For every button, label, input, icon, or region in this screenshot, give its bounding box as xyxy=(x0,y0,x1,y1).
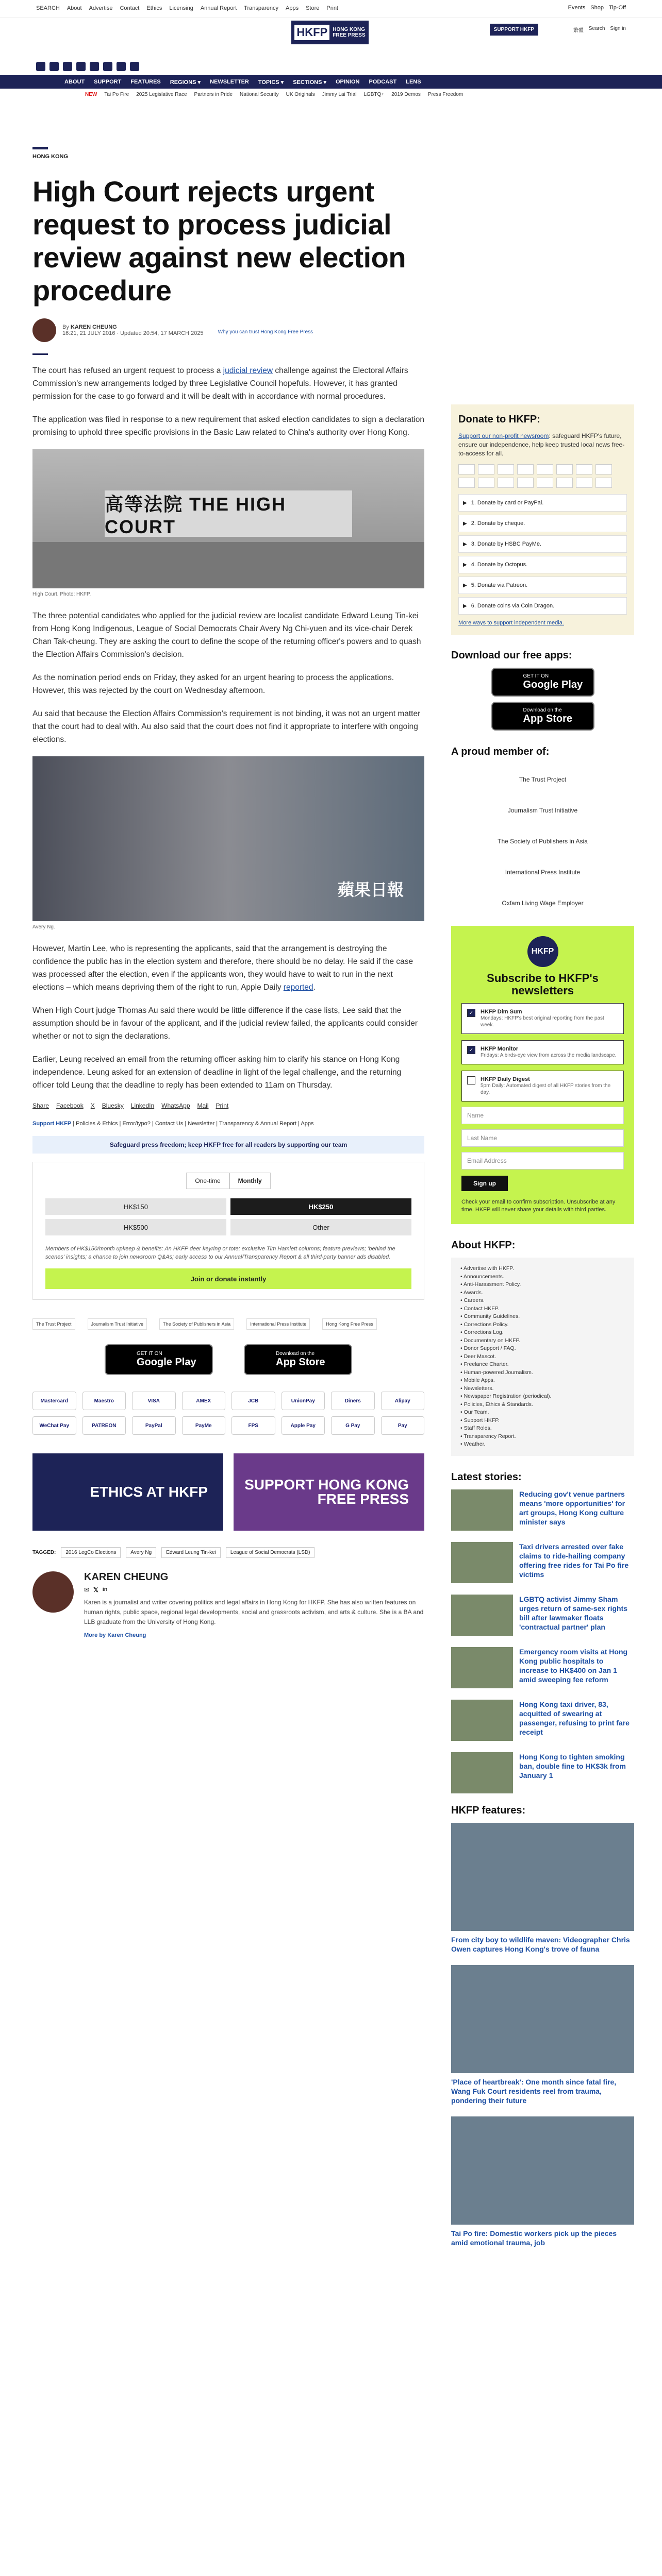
payment-logo: PayMe xyxy=(182,1416,226,1435)
story-title[interactable]: Reducing gov't venue partners means 'more opportunities' for art groups, Hong Kong culture minister says xyxy=(519,1489,625,1526)
support-newsroom-link[interactable]: Support our non-profit newsroom xyxy=(458,432,549,439)
paragraph: The court has refused an urgent request to process a judicial review challenge against the Electoral Affairs Commission's new arrangements lodged by three Legislative Council hopefuls. However, it has granted permission for the case to go forward and it will be dealt with in accordance with normal procedures. xyxy=(32,366,408,401)
share-label: Share xyxy=(32,1102,49,1109)
about-link-text: Anti-Harassment Policy. xyxy=(464,1281,521,1287)
x-icon[interactable]: 𝕏 xyxy=(93,1586,98,1594)
ticker-link[interactable]: Press Freedom xyxy=(427,92,464,97)
author-box xyxy=(32,1571,424,1638)
join-button[interactable]: Join or donate instantly xyxy=(45,1268,411,1289)
payment-logo: WeChat Pay xyxy=(32,1416,76,1435)
ticker-link[interactable]: Tai Po Fire xyxy=(104,92,129,97)
member-logo[interactable]: The Trust Project xyxy=(519,776,567,783)
ticker-link[interactable]: 2025 Legislative Race xyxy=(136,92,187,97)
latest-story[interactable] xyxy=(451,1489,634,1531)
trust-link[interactable]: Why you can trust Hong Kong Free Press xyxy=(218,329,313,335)
top-link[interactable]: Apps xyxy=(286,5,299,11)
newsletter-name: HKFP Daily Digest xyxy=(481,1076,530,1082)
arrow-icon: ▶ xyxy=(463,582,467,588)
latest-story[interactable] xyxy=(451,1700,634,1741)
newsletter-field[interactable]: Email Address xyxy=(461,1152,624,1170)
nav-item[interactable]: FEATURES xyxy=(130,79,161,85)
top-link[interactable]: Annual Report xyxy=(200,5,237,11)
story-title[interactable]: LGBTQ activist Jimmy Sham urges return of same-sex rights bill after lawmaker floats 'contractual partner' plan xyxy=(519,1595,628,1631)
arrow-icon: ▶ xyxy=(463,520,467,527)
paragraph: As the nomination period ends on Friday, they asked for an urgent hearing to process the applications. However, this was rejected by the court on Wednesday afternoon. xyxy=(32,673,394,695)
payment-logo: Mastercard xyxy=(32,1392,76,1410)
feature-story[interactable] xyxy=(451,2116,634,2247)
paragraph: Au said that because the Election Affairs Commission's requirement is not binding, it was not an urgent matter that the court had to deal with. Au also said that the court does not find it appropriate to interfere with ongoing elections. xyxy=(32,709,421,744)
partner-logo[interactable]: International Press Institute xyxy=(246,1318,310,1330)
newsletter-option[interactable] xyxy=(461,1003,624,1034)
share-bar xyxy=(32,1102,424,1109)
newsletter-name: HKFP Dim Sum xyxy=(481,1009,522,1015)
mail-icon[interactable]: ✉ xyxy=(84,1586,90,1594)
donate-option-label: 4. Donate by Octopus. xyxy=(471,562,528,568)
about-link-text: Awards. xyxy=(464,1289,483,1296)
newsletter-title: Subscribe to HKFP's newsletters xyxy=(487,972,599,997)
tag-link[interactable]: 2016 LegCo Elections xyxy=(61,1547,121,1558)
top-bar-links xyxy=(36,5,338,11)
about-link-text: Support HKFP. xyxy=(464,1417,500,1423)
donate-option-label: 2. Donate by cheque. xyxy=(471,520,525,527)
about-link[interactable]: • Corrections Log. xyxy=(460,1329,504,1335)
latest-title: Latest stories: xyxy=(451,1471,522,1483)
partner-logo[interactable]: Hong Kong Free Press xyxy=(322,1318,377,1330)
article xyxy=(32,147,424,1638)
story-thumbnail[interactable] xyxy=(451,1700,513,1741)
donate-option[interactable] xyxy=(458,577,627,594)
tag-link[interactable]: League of Social Democrats (LSD) xyxy=(226,1547,315,1558)
arrow-icon: ▶ xyxy=(463,603,467,609)
share-link[interactable]: WhatsApp xyxy=(161,1102,190,1109)
youtube-icon[interactable] xyxy=(90,62,99,71)
donate-option[interactable] xyxy=(458,597,627,615)
about-link-text: Newsletters. xyxy=(464,1385,494,1392)
kicker-bar xyxy=(32,147,48,149)
sidebar xyxy=(451,404,634,2259)
story-thumbnail[interactable] xyxy=(451,1595,513,1636)
byline xyxy=(32,318,424,342)
tag-link[interactable]: Edward Leung Tin-kei xyxy=(161,1547,221,1558)
feature-story[interactable] xyxy=(451,1965,634,2105)
checkbox[interactable]: ✓ xyxy=(467,1009,475,1017)
author-social xyxy=(84,1586,424,1594)
app-store-button[interactable]: Download on the App Store xyxy=(244,1344,352,1375)
features-panel xyxy=(451,1805,634,2247)
donate-option[interactable] xyxy=(458,494,627,512)
share-link[interactable]: Bluesky xyxy=(102,1102,124,1109)
hkfp-badge-icon: HKFP xyxy=(527,936,558,967)
footer-link[interactable]: Error/typo? xyxy=(122,1121,151,1127)
about-link-text: Policies, Ethics & Standards. xyxy=(464,1401,533,1408)
top-link[interactable]: About xyxy=(67,5,82,11)
payment-logo: G Pay xyxy=(331,1416,375,1435)
about-link-text: Corrections Log. xyxy=(464,1329,504,1335)
members-panel xyxy=(451,746,634,919)
payment-logo: AMEX xyxy=(182,1392,226,1410)
about-link[interactable]: • Support HKFP. xyxy=(460,1417,500,1423)
about-link[interactable]: • Advertise with HKFP. xyxy=(460,1265,514,1272)
share-link[interactable]: Print xyxy=(216,1102,229,1109)
trending-tickers xyxy=(85,92,463,97)
about-link[interactable]: • Newsletters. xyxy=(460,1385,494,1392)
footer-link[interactable]: Transparency & Annual Report xyxy=(219,1121,297,1127)
newsletter-field[interactable]: Name xyxy=(461,1107,624,1124)
about-link[interactable]: • Awards. xyxy=(460,1289,483,1296)
top-link[interactable]: Advertise xyxy=(89,5,113,11)
share-link[interactable]: Mail xyxy=(197,1102,209,1109)
about-link[interactable]: • Contact HKFP. xyxy=(460,1305,500,1312)
about-link[interactable]: • Deer Mascot. xyxy=(460,1353,496,1360)
top-right-link[interactable]: Events xyxy=(568,5,586,11)
top-link[interactable]: Print xyxy=(326,5,338,11)
features-title: HKFP features: xyxy=(451,1804,526,1816)
payment-logo: UnionPay xyxy=(282,1392,325,1410)
newsletter-desc: Fridays: A birds-eye view from across the media landscape. xyxy=(481,1053,617,1058)
payment-logo: Alipay xyxy=(381,1392,425,1410)
support-banner[interactable]: SUPPORT HONG KONG FREE PRESS xyxy=(234,1453,424,1531)
footer-link[interactable]: Policies & Ethics xyxy=(76,1121,118,1127)
payment-logo: Apple Pay xyxy=(282,1416,325,1435)
donate-option-label: 6. Donate coins via Coin Dragon. xyxy=(471,603,555,609)
top-right-link[interactable]: Tip-Off xyxy=(608,5,626,11)
about-link[interactable]: • Transparency Report. xyxy=(460,1433,516,1439)
author-photo[interactable] xyxy=(32,1571,74,1613)
photo-caption: High Court. Photo: HKFP. xyxy=(32,591,91,597)
feature-image[interactable] xyxy=(451,1823,634,1931)
about-link[interactable]: • Staff Roles. xyxy=(460,1425,492,1431)
story-title[interactable]: Emergency room visits at Hong Kong public hospitals to increase to HK$400 on Jan 1 amid sweeping fee reform xyxy=(519,1647,628,1684)
nav-item[interactable]: PODCAST xyxy=(369,79,397,85)
about-link[interactable]: • Freelance Charter. xyxy=(460,1361,509,1367)
feature-story[interactable] xyxy=(451,1823,634,1954)
donate-title: Donate to HKFP: xyxy=(458,414,540,425)
amount-option-other[interactable]: Other xyxy=(230,1219,411,1235)
instagram-icon[interactable] xyxy=(63,62,72,71)
about-link-text: Careers. xyxy=(464,1297,485,1303)
donate-widget xyxy=(32,1162,424,1300)
new-badge: NEW xyxy=(85,92,97,97)
latest-panel xyxy=(451,1471,634,1793)
threads-icon[interactable] xyxy=(76,62,86,71)
payment-logo: Diners xyxy=(331,1392,375,1410)
about-link-text: Our Team. xyxy=(464,1409,489,1415)
author-name[interactable]: KAREN CHEUNG xyxy=(84,1571,169,1583)
story-thumbnail[interactable] xyxy=(451,1752,513,1793)
headline: High Court rejects urgent request to process judicial review against new election procedure xyxy=(32,175,406,307)
about-link-text: Corrections Policy. xyxy=(464,1321,509,1328)
feature-image[interactable] xyxy=(451,1965,634,2073)
search-link[interactable]: Search xyxy=(588,26,605,31)
avery-ng-photo xyxy=(32,756,424,921)
about-link[interactable]: • Corrections Policy. xyxy=(460,1321,509,1328)
about-link[interactable]: • Anti-Harassment Policy. xyxy=(460,1281,521,1287)
donate-option[interactable] xyxy=(458,515,627,532)
newsletter-name: HKFP Monitor xyxy=(481,1046,519,1052)
sidebar-app-store[interactable]: Download on the App Store xyxy=(491,702,594,731)
sign-in-link[interactable]: Sign in xyxy=(610,26,626,31)
about-link[interactable]: • Community Guidelines. xyxy=(460,1313,520,1319)
newsletter-field[interactable]: Last Name xyxy=(461,1129,624,1147)
article-footer-links: Support HKFP | Policies & Ethics | Error/typo? | Contact Us | Newsletter | Transparency & Annual Report | Apps xyxy=(32,1121,314,1127)
latest-story[interactable] xyxy=(451,1595,634,1636)
logo-text: HONG KONG FREE PRESS xyxy=(333,27,366,38)
nav-item[interactable]: SECTIONS ▾ xyxy=(293,79,326,86)
logo-mark: HKFP xyxy=(294,25,329,40)
about-link[interactable]: • Documentary on HKFP. xyxy=(460,1337,521,1344)
support-hkfp-button[interactable]: SUPPORT HKFP xyxy=(490,24,538,36)
about-link-text: Weather. xyxy=(464,1441,486,1447)
ticker-link[interactable]: Partners in Pride xyxy=(194,92,233,97)
member-logo[interactable]: Journalism Trust Initiative xyxy=(507,807,578,814)
feature-title[interactable]: 'Place of heartbreak': One month since fatal fire, Wang Fuk Court residents reel from trauma, pondering their future xyxy=(451,2077,617,2105)
photo-sign: 高等法院 THE HIGH COURT xyxy=(105,490,352,537)
newsletter-desc: 5pm Daily: Automated digest of all HKFP stories from the day. xyxy=(481,1083,611,1095)
x-icon[interactable] xyxy=(49,62,59,71)
nav-item[interactable]: ABOUT xyxy=(64,79,85,85)
payment-logo: FPS xyxy=(231,1416,275,1435)
payment-methods xyxy=(32,1392,424,1435)
share-link[interactable]: Facebook xyxy=(56,1102,84,1109)
paragraph: The three potential candidates who applied for the judicial review are localist candidate Edward Leung Tin-kei from Hong Kong Indigenous, League of Social Democrats Chair Avery Ng Chi-yuen and its vice-chair Derek Chan Tak-cheung. They are asking the court to define the scope of the returning officer's powers and to quash the Election Affairs Commission's decision. xyxy=(32,612,421,659)
payment-logo: PATREON xyxy=(82,1416,126,1435)
checkbox[interactable]: ✓ xyxy=(467,1046,475,1054)
about-link-text: Staff Roles. xyxy=(464,1425,492,1431)
header-right-links xyxy=(573,26,626,33)
nav-item[interactable]: REGIONS ▾ xyxy=(170,79,201,86)
tag-link[interactable]: Avery Ng xyxy=(126,1547,156,1558)
telegram-icon[interactable] xyxy=(117,62,126,71)
app-store-buttons xyxy=(32,1344,424,1375)
apps-title: Download our free apps: xyxy=(451,650,572,661)
social-icons xyxy=(36,62,139,71)
story-thumbnail[interactable] xyxy=(451,1489,513,1531)
safeguard-banner[interactable]: Safeguard press freedom; keep HKFP free for all readers by supporting our team xyxy=(32,1136,424,1154)
share-link[interactable]: LinkedIn xyxy=(130,1102,155,1109)
story-thumbnail[interactable] xyxy=(451,1647,513,1688)
sidebar-google-play[interactable]: GET IT ON Google Play xyxy=(491,668,594,697)
payment-logo: Pay xyxy=(381,1416,425,1435)
payment-logo: Maestro xyxy=(82,1392,126,1410)
promo-banners xyxy=(32,1453,424,1531)
ticker-link[interactable]: 2019 Demos xyxy=(391,92,421,97)
about-link-text: Donor Support / FAQ. xyxy=(464,1345,516,1351)
latest-story[interactable] xyxy=(451,1752,634,1793)
sign-up-button[interactable]: Sign up xyxy=(461,1176,508,1191)
top-link[interactable]: Ethics xyxy=(146,5,162,11)
donate-option-label: 1. Donate by card or PayPal. xyxy=(471,500,544,506)
language-link[interactable]: 繁體 xyxy=(573,28,584,33)
story-title[interactable]: Hong Kong taxi driver, 83, acquitted of swearing at passenger, refusing to print fare receipt xyxy=(519,1700,630,1736)
amount-option[interactable]: HK$500 xyxy=(45,1219,226,1235)
about-link[interactable]: • Human-powered Journalism. xyxy=(460,1369,533,1376)
more-ways-link[interactable]: More ways to support independent media. xyxy=(458,620,564,626)
feature-image[interactable] xyxy=(451,2116,634,2225)
top-link[interactable]: Store xyxy=(306,5,320,11)
payment-logo: PayPal xyxy=(132,1416,176,1435)
ticker-link[interactable]: National Security xyxy=(240,92,279,97)
top-link[interactable]: Licensing xyxy=(169,5,193,11)
about-link-text: Freelance Charter. xyxy=(464,1361,509,1367)
judicial-review-link[interactable]: judicial review xyxy=(223,366,273,375)
monthly-tab[interactable]: Monthly xyxy=(229,1173,271,1189)
story-title[interactable]: Taxi drivers arrested over fake claims to ride-hailing company offering free rides for Tai Po fire victims xyxy=(519,1542,629,1579)
footer-link[interactable]: Contact Us xyxy=(155,1121,184,1127)
about-link-text: Community Guidelines. xyxy=(464,1313,520,1319)
about-link-text: Transparency Report. xyxy=(464,1433,516,1439)
nav-item[interactable]: NEWSLETTER xyxy=(210,79,249,85)
newsletter-desc: Mondays: HKFP's best original reporting from the past week. xyxy=(481,1015,604,1028)
footer-link[interactable]: Apps xyxy=(301,1121,314,1127)
photo-caption: Avery Ng. xyxy=(32,924,55,930)
member-logo[interactable]: Oxfam Living Wage Employer xyxy=(502,900,584,907)
donate-option-label: 3. Donate by HSBC PayMe. xyxy=(471,541,542,547)
about-link-text: Announcements. xyxy=(464,1273,504,1280)
story-title[interactable]: Hong Kong to tighten smoking ban, double fine to HK$3k from January 1 xyxy=(519,1752,626,1780)
nav-item[interactable]: SUPPORT xyxy=(94,79,122,85)
checkbox[interactable] xyxy=(467,1076,475,1084)
paragraph: When High Court judge Thomas Au said there would be little difference if the case lists, Lee said that the assumption should be in favour of the applicant, and if the judicial review failed, the applicants could consider whether or not to sign the declarations. xyxy=(32,1006,418,1041)
payment-logo: JCB xyxy=(231,1392,275,1410)
top-right-link[interactable]: Shop xyxy=(590,5,604,11)
newsletter-panel xyxy=(451,926,634,1224)
apps-panel xyxy=(451,650,634,731)
top-link[interactable]: SEARCH xyxy=(36,5,60,11)
partner-logo[interactable]: The Society of Publishers in Asia xyxy=(159,1318,234,1330)
about-link[interactable]: • Weather. xyxy=(460,1441,486,1447)
top-bar-right xyxy=(568,5,626,11)
apple-daily-link[interactable]: reported xyxy=(283,983,313,992)
about-link[interactable]: • Our Team. xyxy=(460,1409,489,1415)
ticker-link[interactable]: LGBTQ+ xyxy=(363,92,385,97)
author-bio: Karen is a journalist and writer covering politics and legal affairs in Hong Kong for HKFP. She has also written features on human rights, public space, regional legal developments, social and grassroots activism, and arts & culture. She is a BA and LLB graduate from the University of Hong Kong. xyxy=(84,1599,424,1625)
author-link[interactable]: KAREN CHEUNG xyxy=(70,324,117,330)
newsletter-option[interactable] xyxy=(461,1040,624,1064)
footer-link[interactable]: Support HKFP xyxy=(32,1121,72,1127)
google-play-button[interactable]: GET IT ON Google Play xyxy=(105,1344,213,1375)
share-link[interactable]: X xyxy=(90,1102,95,1109)
donate-option-label: 5. Donate via Patreon. xyxy=(471,582,528,588)
member-logos xyxy=(32,1318,424,1330)
feature-title[interactable]: From city boy to wildlife maven: Videographer Chris Owen captures Hong Kong's trove of fauna xyxy=(451,1935,630,1953)
more-by-author-link[interactable]: More by Karen Cheung xyxy=(84,1632,146,1638)
about-link-text: Newspaper Registration (periodical). xyxy=(464,1393,552,1399)
ticker-link[interactable]: Jimmy Lai Trial xyxy=(322,92,357,97)
hkfp-logo[interactable] xyxy=(291,21,369,44)
about-link[interactable]: • Policies, Ethics & Standards. xyxy=(460,1401,533,1408)
about-link-text: Human-powered Journalism. xyxy=(464,1369,533,1376)
about-link[interactable]: • Careers. xyxy=(460,1297,485,1303)
partner-logo[interactable]: The Trust Project xyxy=(32,1318,75,1330)
amount-option[interactable]: HK$150 xyxy=(45,1198,226,1215)
sidebar-payment-icons xyxy=(458,464,627,488)
about-link-text: Deer Mascot. xyxy=(464,1353,496,1360)
email-icon[interactable] xyxy=(103,62,112,71)
divider xyxy=(32,353,48,355)
feature-title[interactable]: Tai Po fire: Domestic workers pick up the pieces amid emotional trauma, job xyxy=(451,2229,617,2247)
facebook-icon[interactable] xyxy=(36,62,45,71)
footer-link[interactable]: Newsletter xyxy=(188,1121,215,1127)
donate-panel xyxy=(451,404,634,635)
payment-logo: VISA xyxy=(132,1392,176,1410)
linkedin-icon[interactable]: in xyxy=(102,1586,108,1592)
high-court-photo xyxy=(32,449,424,588)
arrow-icon: ▶ xyxy=(463,500,467,506)
article-dates: 16:21, 21 JULY 2016 · Updated 20:54, 17 MARCH 2025 xyxy=(62,330,204,336)
member-logo[interactable]: International Press Institute xyxy=(505,869,581,876)
arrow-icon: ▶ xyxy=(463,541,467,547)
top-bar xyxy=(0,0,662,18)
latest-story[interactable] xyxy=(451,1542,634,1583)
author-avatar[interactable] xyxy=(32,318,56,342)
paragraph: The application was filed in response to a new requirement that asked election candidates to sign a declaration promising to uphold three specific provisions in the Basic Law related to China's authority over Hong Kong. xyxy=(32,415,424,437)
about-link-text: Advertise with HKFP. xyxy=(464,1265,514,1272)
donate-option[interactable] xyxy=(458,556,627,573)
amount-option-selected[interactable]: HK$250 xyxy=(230,1198,411,1215)
about-title: About HKFP: xyxy=(451,1240,516,1251)
top-link[interactable]: Transparency xyxy=(244,5,278,11)
byline-text: By KAREN CHEUNG xyxy=(62,324,117,330)
about-link[interactable]: • Mobile Apps. xyxy=(460,1377,495,1383)
paragraph: However, Martin Lee, who is representing the applicants, said that the arrangement is destroying the confidence the public has in the election system and therefore, there should be no delay. He said if the case was processed after the election, even if the applicants won, they would have to wait to run in the next elections – which means depriving them of the right to run, Apple Daily reported. xyxy=(32,944,413,992)
tags-label: TAGGED: xyxy=(32,1550,56,1555)
section-label[interactable]: HONG KONG xyxy=(32,154,69,160)
about-link[interactable]: • Newspaper Registration (periodical). xyxy=(460,1393,552,1399)
member-benefits: Members of HK$150/month upkeep & benefits: An HKFP deer keyring or tote; exclusive Tim Hamlett columns; feature previews; 'behind the scenes' insights; a chance to join newsroom Q&As; early access to our Annual/Transparency Report & all third-party banner ads disabled. xyxy=(45,1246,395,1260)
tags xyxy=(32,1547,424,1558)
amount-grid xyxy=(45,1198,411,1235)
members-title: A proud member of: xyxy=(451,746,550,757)
donate-lead: Support our non-profit newsroom: safeguard HKFP's future, ensure our independence, help keep trusted local news free-to-access for all. xyxy=(458,432,625,457)
ticker-link[interactable]: UK Originals xyxy=(286,92,315,97)
top-link[interactable]: Contact xyxy=(120,5,140,11)
partner-logo[interactable]: Journalism Trust Initiative xyxy=(88,1318,147,1330)
nav-item[interactable]: TOPICS ▾ xyxy=(258,79,284,86)
ethics-banner[interactable]: ETHICS AT HKFP xyxy=(32,1453,223,1531)
about-link[interactable]: • Announcements. xyxy=(460,1273,504,1280)
about-link-text: Contact HKFP. xyxy=(464,1305,500,1312)
one-time-tab[interactable]: One-time xyxy=(186,1173,229,1189)
header xyxy=(0,18,662,74)
paragraph: Earlier, Leung received an email from the returning officer asking him to clarify his stance on Hong Kong independence. Leung asked for an extension of deadline in light of the legal challenge, and the returning officer told Leung that the deadline to reply has been extended to 11am on Thursday. xyxy=(32,1055,402,1090)
rss-icon[interactable] xyxy=(130,62,139,71)
about-link-text: Documentary on HKFP. xyxy=(464,1337,521,1344)
latest-story[interactable] xyxy=(451,1647,634,1688)
member-logo[interactable]: The Society of Publishers in Asia xyxy=(498,838,588,845)
arrow-icon: ▶ xyxy=(463,562,467,568)
about-link-text: Mobile Apps. xyxy=(464,1377,495,1383)
newsletter-footnote: Check your email to confirm subscription. Unsubscribe at any time. HKFP will never share your details with third parties. xyxy=(461,1199,616,1213)
frequency-toggle xyxy=(45,1173,411,1189)
newsletter-option[interactable] xyxy=(461,1071,624,1101)
about-panel xyxy=(451,1240,634,1456)
donate-option[interactable] xyxy=(458,535,627,553)
story-thumbnail[interactable] xyxy=(451,1542,513,1583)
about-link[interactable]: • Donor Support / FAQ. xyxy=(460,1345,516,1351)
nav-item[interactable]: LENS xyxy=(406,79,421,85)
main-nav xyxy=(0,75,662,89)
nav-item[interactable]: OPINION xyxy=(336,79,360,85)
photo-watermark: 蘋果日報 xyxy=(337,880,404,899)
